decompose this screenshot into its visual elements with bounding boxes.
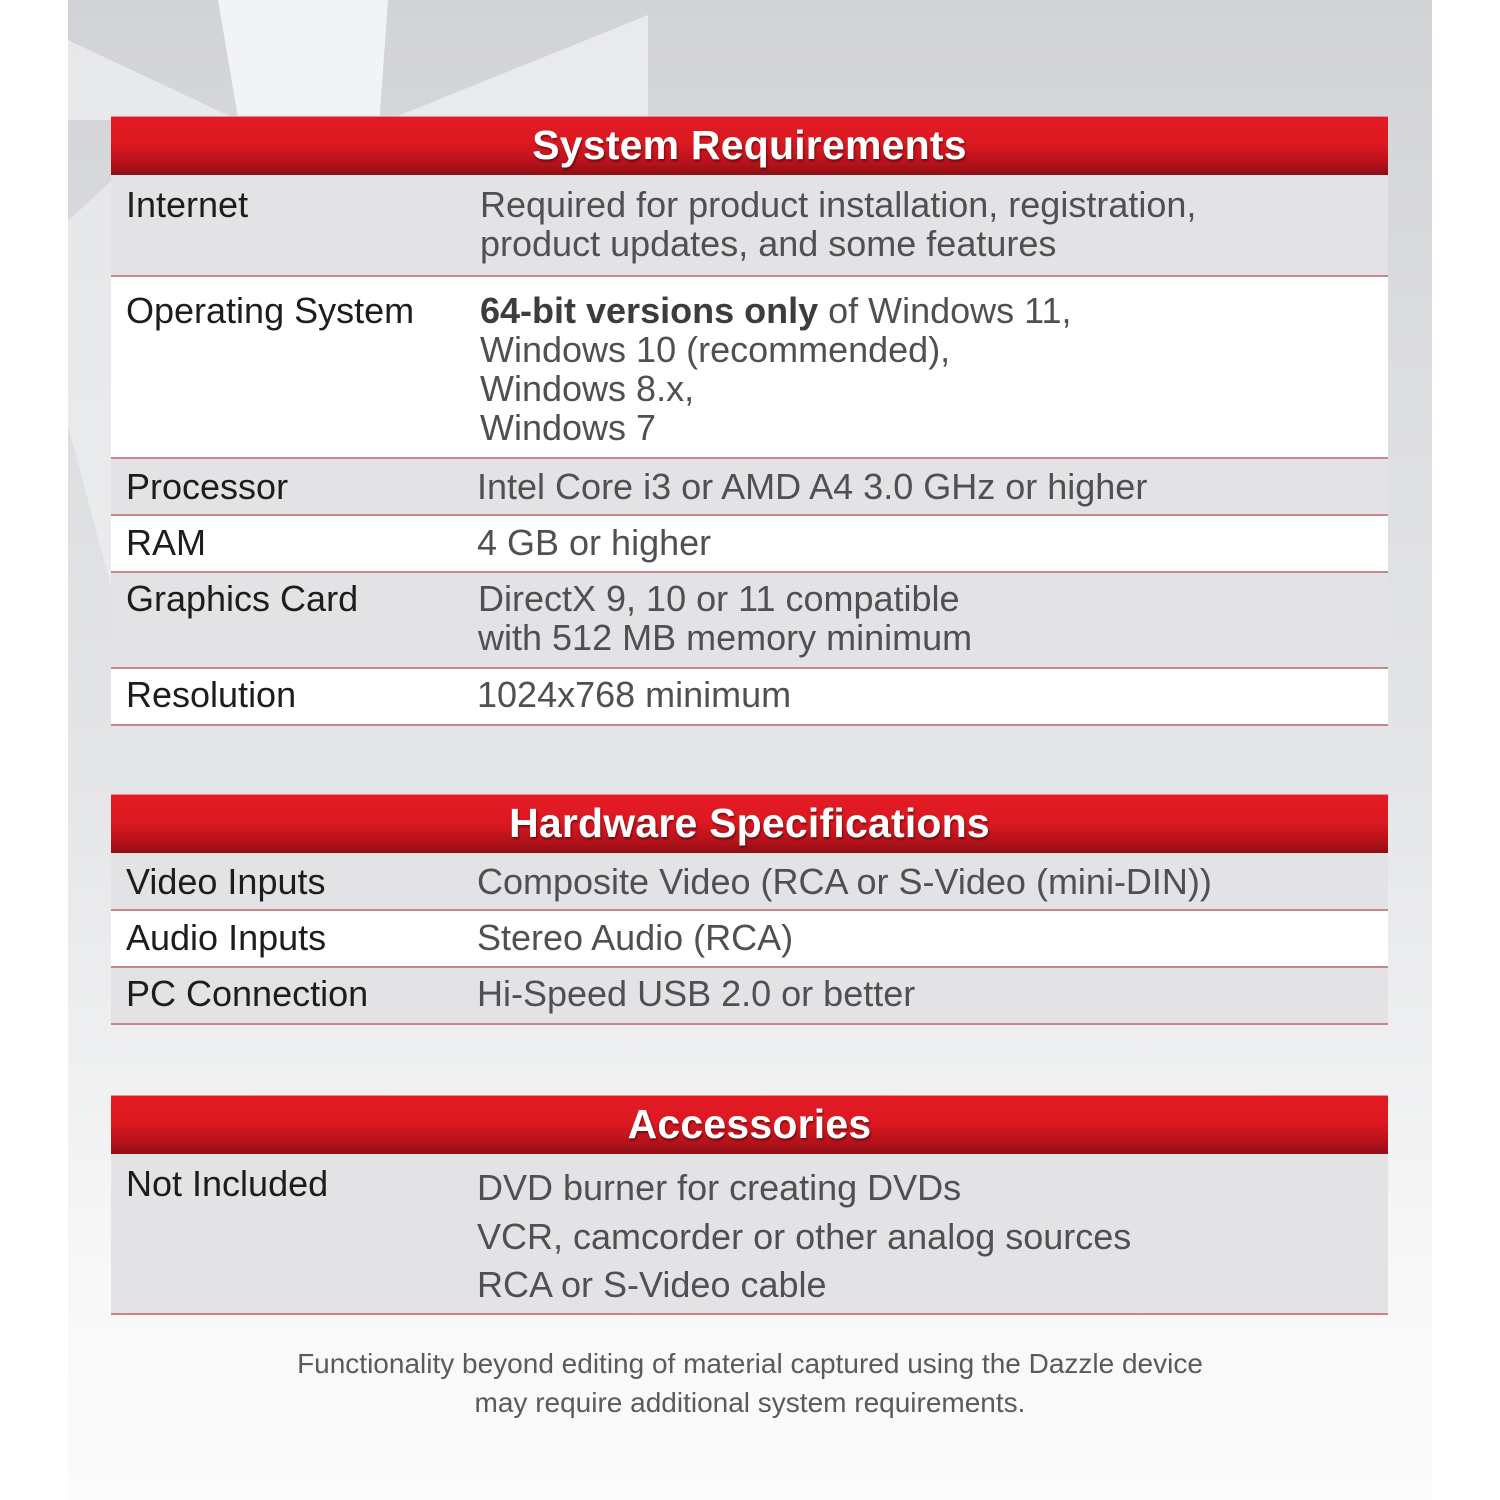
row-value: 64-bit versions only of Windows 11, Windows 10 (recommended), Windows 8.x, Windows 7 [480, 290, 1072, 448]
row-label: PC Connection [126, 973, 369, 1014]
section-title: System Requirements [111, 116, 1388, 175]
row-value: DVD burner for creating DVDs VCR, camcorder or other analog sources RCA or S-Video cable [477, 1167, 1132, 1305]
row-label: Not Included [126, 1163, 329, 1204]
row-value: DirectX 9, 10 or 11 compatible with 512 MB memory minimum [478, 578, 973, 658]
table-row-ram [111, 516, 1388, 573]
accessories-table [111, 1095, 1388, 1315]
table-row-operating-system [111, 277, 1388, 459]
hardware-specifications-table [111, 794, 1388, 1025]
row-value: Stereo Audio (RCA) [477, 917, 794, 958]
row-label: Internet [126, 184, 249, 225]
row-value: Required for product installation, registration, product updates, and some features [480, 184, 1197, 264]
row-label: RAM [126, 522, 206, 563]
table-row-video-inputs [111, 853, 1388, 911]
table-row-resolution [111, 669, 1388, 726]
decorative-ray [388, 15, 648, 120]
table-row-not-included [111, 1154, 1388, 1315]
decorative-ray [68, 180, 112, 590]
row-label: Audio Inputs [126, 917, 327, 958]
row-label: Operating System [126, 290, 415, 331]
row-value: Composite Video (RCA or S-Video (mini-DIN)) [477, 861, 1212, 902]
row-value: 4 GB or higher [477, 522, 712, 563]
emphasis-text: 64-bit versions only [480, 290, 819, 331]
row-label: Resolution [126, 674, 297, 715]
table-row-pc-connection [111, 968, 1388, 1025]
system-requirements-table [111, 116, 1388, 726]
row-label: Video Inputs [126, 861, 326, 902]
row-value: Intel Core i3 or AMD A4 3.0 GHz or higher [477, 466, 1148, 507]
row-label: Graphics Card [126, 578, 359, 619]
section-title: Accessories [111, 1095, 1388, 1154]
section-title: Hardware Specifications [111, 794, 1388, 853]
decorative-ray [68, 40, 238, 120]
row-value: 1024x768 minimum [477, 674, 792, 715]
table-row-processor [111, 459, 1388, 516]
table-row-graphics-card [111, 573, 1388, 669]
table-row-internet [111, 175, 1388, 277]
footnote: Functionality beyond editing of material captured using the Dazzle device may require additional system requirements. [297, 1348, 1203, 1418]
row-label: Processor [126, 466, 289, 507]
table-row-audio-inputs [111, 911, 1388, 968]
decorative-ray [218, 0, 388, 120]
row-value: Hi-Speed USB 2.0 or better [477, 973, 916, 1014]
